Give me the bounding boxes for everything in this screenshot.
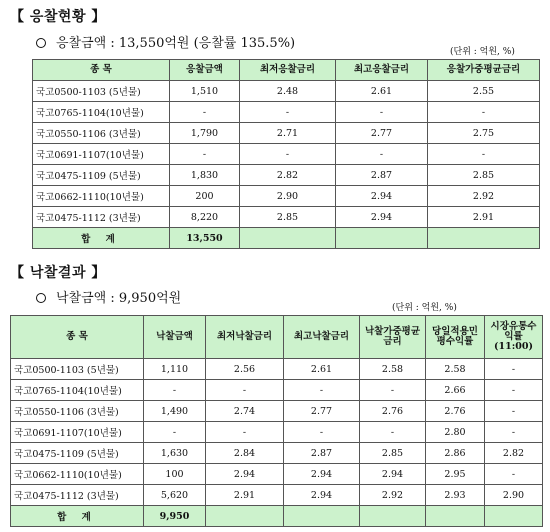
value-cell: 2.92 bbox=[428, 186, 540, 207]
value-cell: 2.91 bbox=[428, 207, 540, 228]
value-cell: 2.91 bbox=[206, 485, 284, 506]
value-cell: 2.82 bbox=[485, 443, 543, 464]
bond-name-cell: 국고0475-1109 (5년물) bbox=[33, 165, 170, 186]
section1-summary: 응찰금액 : 13,550억원 (응찰률 135.5%) bbox=[56, 36, 296, 51]
bond-name-cell: 국고0662-1110(10년물) bbox=[33, 186, 170, 207]
value-cell: 2.48 bbox=[240, 81, 336, 102]
value-cell: - bbox=[428, 102, 540, 123]
total-label: 합 계 bbox=[11, 506, 144, 527]
table-row bbox=[33, 165, 540, 186]
bond-name-cell: 국고0475-1109 (5년물) bbox=[11, 443, 144, 464]
value-cell: 2.56 bbox=[206, 359, 284, 380]
value-cell: - bbox=[485, 464, 543, 485]
total-value: 9,950 bbox=[144, 506, 206, 527]
bond-name-cell: 국고0662-1110(10년물) bbox=[11, 464, 144, 485]
total-row bbox=[11, 506, 543, 527]
value-cell: - bbox=[144, 380, 206, 401]
value-cell: - bbox=[485, 401, 543, 422]
table-row bbox=[33, 81, 540, 102]
value-cell: 2.61 bbox=[336, 81, 428, 102]
table-row bbox=[11, 485, 543, 506]
value-cell: 2.86 bbox=[426, 443, 485, 464]
empty-cell bbox=[360, 506, 426, 527]
value-cell: - bbox=[240, 102, 336, 123]
value-cell: 2.90 bbox=[485, 485, 543, 506]
value-cell: - bbox=[336, 144, 428, 165]
table-row bbox=[11, 443, 543, 464]
value-cell: 2.92 bbox=[360, 485, 426, 506]
value-cell: 2.58 bbox=[360, 359, 426, 380]
table-row bbox=[11, 401, 543, 422]
value-cell: 2.55 bbox=[428, 81, 540, 102]
header-cell: 종 목 bbox=[33, 60, 170, 81]
header-cell: 응찰가중평균금리 bbox=[428, 60, 540, 81]
table-row bbox=[11, 422, 543, 443]
table-row bbox=[33, 186, 540, 207]
value-cell: - bbox=[485, 380, 543, 401]
header-cell: 낙찰금액 bbox=[144, 316, 206, 359]
table-row bbox=[33, 144, 540, 165]
header-cell: 종 목 bbox=[11, 316, 144, 359]
value-cell: - bbox=[284, 422, 360, 443]
value-cell: 100 bbox=[144, 464, 206, 485]
value-cell: 2.94 bbox=[336, 186, 428, 207]
value-cell: - bbox=[428, 144, 540, 165]
value-cell: 2.85 bbox=[240, 207, 336, 228]
value-cell: - bbox=[485, 422, 543, 443]
value-cell: 2.87 bbox=[284, 443, 360, 464]
total-label: 합 계 bbox=[33, 228, 170, 249]
bid-result-table bbox=[10, 315, 543, 527]
value-cell: 1,110 bbox=[144, 359, 206, 380]
empty-cell bbox=[426, 506, 485, 527]
total-value: 13,550 bbox=[170, 228, 240, 249]
table-row bbox=[33, 123, 540, 144]
value-cell: 2.82 bbox=[240, 165, 336, 186]
bid-status-table bbox=[32, 59, 540, 249]
section2-summary-line bbox=[36, 287, 181, 306]
total-row bbox=[33, 228, 540, 249]
value-cell: 1,830 bbox=[170, 165, 240, 186]
value-cell: 2.77 bbox=[284, 401, 360, 422]
empty-cell bbox=[336, 228, 428, 249]
value-cell: 2.77 bbox=[336, 123, 428, 144]
value-cell: 200 bbox=[170, 186, 240, 207]
value-cell: 2.93 bbox=[426, 485, 485, 506]
header-cell: 시장유통수익률(11:00) bbox=[485, 316, 543, 359]
value-cell: 2.74 bbox=[206, 401, 284, 422]
value-cell: 2.87 bbox=[336, 165, 428, 186]
section1-title: 【 응찰현황 】 bbox=[10, 9, 106, 25]
value-cell: 2.58 bbox=[426, 359, 485, 380]
value-cell: - bbox=[170, 102, 240, 123]
value-cell: - bbox=[240, 144, 336, 165]
bond-name-cell: 국고0691-1107(10년물) bbox=[33, 144, 170, 165]
value-cell: 2.76 bbox=[426, 401, 485, 422]
bond-name-cell: 국고0550-1106 (3년물) bbox=[11, 401, 144, 422]
value-cell: - bbox=[170, 144, 240, 165]
table-row bbox=[11, 359, 543, 380]
bond-name-cell: 국고0765-1104(10년물) bbox=[11, 380, 144, 401]
table-row bbox=[11, 464, 543, 485]
value-cell: 1,510 bbox=[170, 81, 240, 102]
header-cell: 낙찰가중평균금리 bbox=[360, 316, 426, 359]
header-cell: 최고응찰금리 bbox=[336, 60, 428, 81]
section2-unit: (단위 : 억원, %) bbox=[392, 303, 457, 313]
empty-cell bbox=[485, 506, 543, 527]
section2-title: 【 낙찰결과 】 bbox=[10, 265, 106, 281]
circle-bullet-icon bbox=[36, 38, 46, 48]
value-cell: 2.85 bbox=[428, 165, 540, 186]
circle-bullet-icon bbox=[36, 293, 46, 303]
value-cell: 2.71 bbox=[240, 123, 336, 144]
value-cell: 2.84 bbox=[206, 443, 284, 464]
header-cell: 최고낙찰금리 bbox=[284, 316, 360, 359]
value-cell: - bbox=[336, 102, 428, 123]
bond-name-cell: 국고0475-1112 (3년물) bbox=[33, 207, 170, 228]
value-cell: 2.61 bbox=[284, 359, 360, 380]
section1-summary-line bbox=[36, 32, 295, 51]
bond-name-cell: 국고0691-1107(10년물) bbox=[11, 422, 144, 443]
value-cell: 1,490 bbox=[144, 401, 206, 422]
value-cell: 2.76 bbox=[360, 401, 426, 422]
bond-name-cell: 국고0500-1103 (5년물) bbox=[11, 359, 144, 380]
value-cell: 2.90 bbox=[240, 186, 336, 207]
value-cell: 2.94 bbox=[284, 464, 360, 485]
section1-unit: (단위 : 억원, %) bbox=[450, 47, 515, 57]
empty-cell bbox=[428, 228, 540, 249]
header-cell: 당일적용민평수익률 bbox=[426, 316, 485, 359]
value-cell: 1,790 bbox=[170, 123, 240, 144]
value-cell: 2.94 bbox=[206, 464, 284, 485]
value-cell: 5,620 bbox=[144, 485, 206, 506]
value-cell: 2.94 bbox=[336, 207, 428, 228]
header-cell: 최저낙찰금리 bbox=[206, 316, 284, 359]
value-cell: - bbox=[284, 380, 360, 401]
table-row bbox=[33, 102, 540, 123]
section2-summary: 낙찰금액 : 9,950억원 bbox=[56, 291, 182, 306]
bond-name-cell: 국고0550-1106 (3년물) bbox=[33, 123, 170, 144]
value-cell: - bbox=[206, 422, 284, 443]
value-cell: 2.66 bbox=[426, 380, 485, 401]
value-cell: - bbox=[206, 380, 284, 401]
value-cell: 2.94 bbox=[360, 464, 426, 485]
value-cell: - bbox=[144, 422, 206, 443]
table-row bbox=[33, 207, 540, 228]
value-cell: - bbox=[360, 380, 426, 401]
value-cell: - bbox=[485, 359, 543, 380]
value-cell: 2.75 bbox=[428, 123, 540, 144]
empty-cell bbox=[284, 506, 360, 527]
value-cell: 2.80 bbox=[426, 422, 485, 443]
empty-cell bbox=[206, 506, 284, 527]
value-cell: 2.94 bbox=[284, 485, 360, 506]
value-cell: 2.95 bbox=[426, 464, 485, 485]
bond-name-cell: 국고0765-1104(10년물) bbox=[33, 102, 170, 123]
bond-name-cell: 국고0500-1103 (5년물) bbox=[33, 81, 170, 102]
header-cell: 최저응찰금리 bbox=[240, 60, 336, 81]
table-row bbox=[11, 380, 543, 401]
value-cell: 8,220 bbox=[170, 207, 240, 228]
value-cell: - bbox=[360, 422, 426, 443]
value-cell: 1,630 bbox=[144, 443, 206, 464]
header-cell: 응찰금액 bbox=[170, 60, 240, 81]
table-header-row bbox=[11, 316, 543, 359]
table-header-row bbox=[33, 60, 540, 81]
bond-name-cell: 국고0475-1112 (3년물) bbox=[11, 485, 144, 506]
empty-cell bbox=[240, 228, 336, 249]
value-cell: 2.85 bbox=[360, 443, 426, 464]
